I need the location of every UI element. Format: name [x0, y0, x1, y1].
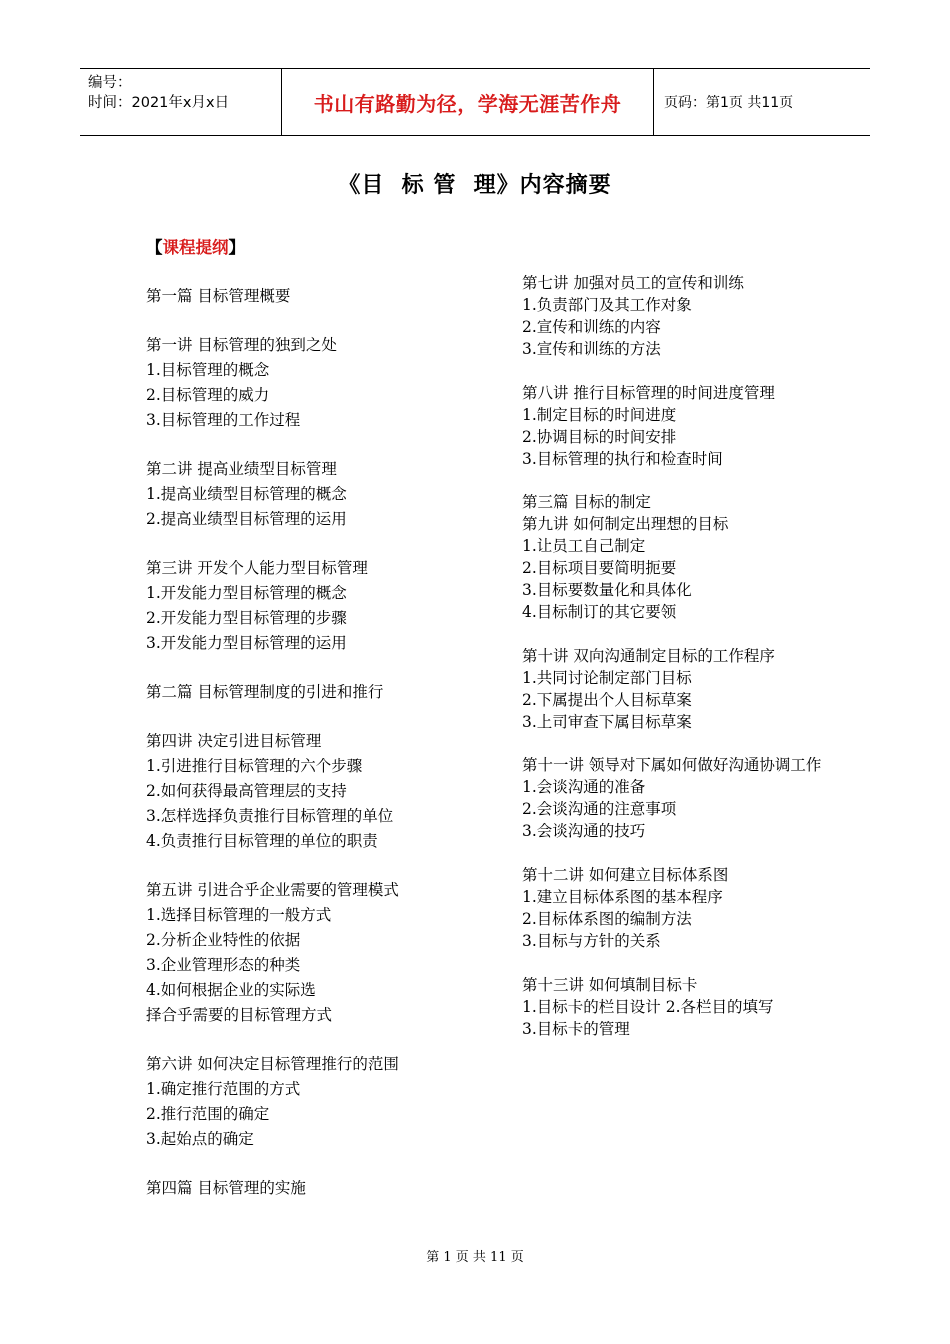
- spacer: [522, 470, 821, 492]
- outline-line: 1.负责部门及其工作对象: [522, 296, 692, 314]
- outline-line: 第九讲 如何制定出理想的目标: [522, 515, 729, 534]
- outline-line: 3.开发能力型目标管理的运用: [146, 634, 347, 652]
- spacer: [146, 656, 399, 680]
- spacer: [522, 842, 821, 864]
- outline-line: 第十二讲 如何建立目标体系图: [522, 865, 729, 884]
- outline-line: 1.会谈沟通的准备: [522, 778, 646, 797]
- outline-left-column: [146, 284, 399, 1201]
- outline-line: 2.推行范围的确定: [146, 1105, 270, 1123]
- outline-line: 2.下属提出个人目标草案: [522, 690, 692, 709]
- outline-line: 第四篇 目标管理的实施: [146, 1179, 306, 1197]
- spacer: [522, 360, 821, 382]
- outline-line: 第八讲 推行目标管理的时间进度管理: [522, 383, 775, 402]
- outline-line: 4.负责推行目标管理的单位的职责: [146, 832, 378, 850]
- outline-line: 2.宣传和训练的内容: [522, 318, 661, 336]
- spacer: [146, 309, 399, 333]
- outline-line: 第三篇 目标的制定: [522, 493, 651, 512]
- outline-line: 1.让员工自己制定: [522, 537, 646, 556]
- outline-open-bracket: 【: [146, 238, 163, 257]
- outline-line: 1.确定推行范围的方式: [146, 1080, 301, 1098]
- outline-line: 3.目标管理的工作过程: [146, 411, 301, 429]
- page-footer: 第 1 页 共 11 页: [426, 1250, 524, 1265]
- header-table: [80, 68, 870, 136]
- outline-line: 1.建立目标体系图的基本程序: [522, 887, 723, 906]
- outline-line: 2.目标项目要简明扼要: [522, 559, 677, 578]
- spacer: [146, 532, 399, 556]
- spacer: [146, 854, 399, 878]
- outline-line: 1.制定目标的时间进度: [522, 405, 677, 424]
- header-info-cell: [80, 69, 282, 135]
- outline-line: 第三讲 开发个人能力型目标管理: [146, 559, 368, 577]
- outline-line: 2.协调目标的时间安排: [522, 427, 677, 446]
- spacer: [146, 1028, 399, 1052]
- outline-line: 4.目标制订的其它要领: [522, 603, 677, 622]
- outline-line: 3.怎样选择负责推行目标管理的单位: [146, 807, 394, 825]
- outline-line: 第一篇 目标管理概要: [146, 287, 291, 305]
- outline-line: 1.目标管理的概念: [146, 361, 270, 379]
- outline-line: 3.上司审查下属目标草案: [522, 712, 692, 731]
- outline-line: 3.起始点的确定: [146, 1130, 254, 1148]
- outline-line: 3.目标卡的管理: [522, 1019, 630, 1038]
- document-title: 《目 标 管 理》内容摘要: [338, 173, 612, 198]
- outline-line: 择合乎需要的目标管理方式: [146, 1006, 333, 1024]
- outline-line: 第二讲 提高业绩型目标管理: [146, 460, 337, 478]
- outline-line: 2.目标体系图的编制方法: [522, 909, 692, 928]
- outline-line: 3.宣传和训练的方法: [522, 340, 661, 358]
- outline-line: 3.目标与方针的关系: [522, 931, 661, 950]
- spacer: [146, 433, 399, 457]
- document-number-label: 编号：: [88, 75, 132, 91]
- spacer: [146, 1152, 399, 1176]
- outline-line: 第十讲 双向沟通制定目标的工作程序: [522, 646, 775, 665]
- outline-line: 2.目标管理的威力: [146, 386, 270, 404]
- outline-line: 4.如何根据企业的实际选: [146, 981, 316, 999]
- outline-line: 3.会谈沟通的技巧: [522, 822, 646, 841]
- spacer: [146, 705, 399, 729]
- spacer: [522, 952, 821, 974]
- outline-line: 3.目标管理的执行和检查时间: [522, 449, 723, 468]
- outline-line: 第十三讲 如何填制目标卡: [522, 975, 698, 994]
- outline-line: 2.提高业绩型目标管理的运用: [146, 510, 347, 528]
- outline-line: 第一讲 目标管理的独到之处: [146, 336, 337, 354]
- outline-line: 第十一讲 领导对下属如何做好沟通协调工作: [522, 756, 822, 775]
- outline-line: 第五讲 引进合乎企业需要的管理模式: [146, 881, 399, 899]
- outline-line: 1.引进推行目标管理的六个步骤: [146, 757, 363, 775]
- outline-line: 第二篇 目标管理制度的引进和推行: [146, 683, 384, 701]
- outline-right-column: [522, 272, 821, 1040]
- outline-line: 3.目标要数量化和具体化: [522, 581, 692, 600]
- outline-line: 1.选择目标管理的一般方式: [146, 906, 332, 924]
- document-date-label: 时间：2021年x月x日: [88, 95, 230, 111]
- outline-line: 第六讲 如何决定目标管理推行的范围: [146, 1055, 399, 1073]
- header-page-number: 页码：第1页 共11页: [664, 95, 794, 111]
- outline-line: 1.目标卡的栏目设计 2.各栏目的填写: [522, 997, 774, 1016]
- outline-line: 3.企业管理形态的种类: [146, 956, 301, 974]
- outline-line: 1.共同讨论制定部门目标: [522, 668, 692, 687]
- header-motto: 书山有路勤为径，学海无涯苦作舟: [282, 69, 654, 135]
- outline-heading: [146, 234, 245, 258]
- outline-line: 1.开发能力型目标管理的概念: [146, 584, 347, 602]
- outline-line: 1.提高业绩型目标管理的概念: [146, 485, 347, 503]
- outline-close-bracket: 】: [228, 238, 245, 257]
- spacer: [522, 623, 821, 645]
- outline-line: 第四讲 决定引进目标管理: [146, 732, 322, 750]
- outline-line: 2.分析企业特性的依据: [146, 931, 301, 949]
- outline-line: 2.开发能力型目标管理的步骤: [146, 609, 347, 627]
- outline-line: 第七讲 加强对员工的宣传和训练: [522, 274, 744, 292]
- outline-line: 2.会谈沟通的注意事项: [522, 800, 677, 819]
- spacer: [522, 733, 821, 755]
- outline-heading-text: 课程提纲: [162, 238, 229, 257]
- outline-line: 2.如何获得最高管理层的支持: [146, 782, 347, 800]
